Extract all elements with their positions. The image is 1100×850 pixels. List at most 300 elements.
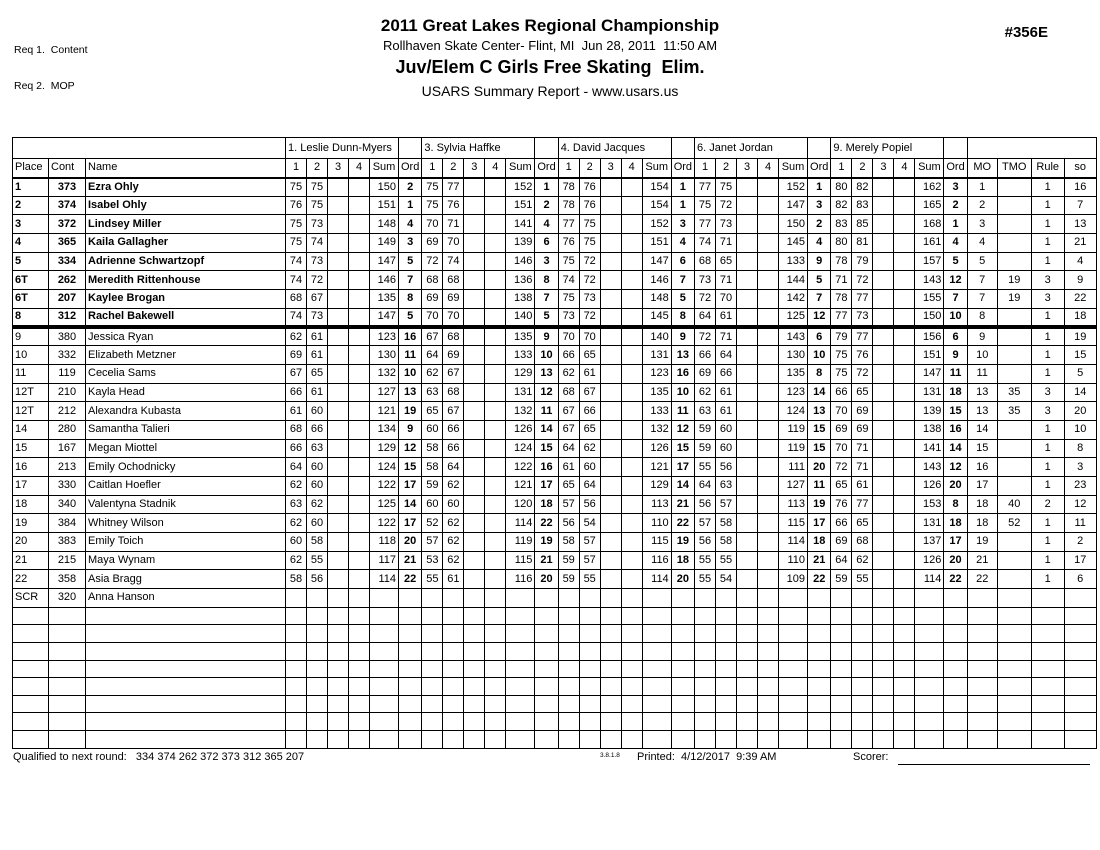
cell-score — [600, 551, 621, 570]
cell-ord: 2 — [808, 215, 831, 234]
cell-sum: 152 — [779, 178, 808, 197]
cell-score — [600, 178, 621, 197]
cell-name: Adrienne Schwartzopf — [86, 252, 286, 271]
cell-ord: 16 — [535, 458, 558, 477]
cell-ord: 9 — [808, 252, 831, 271]
cell-empty — [535, 713, 558, 731]
cell-sum: 133 — [506, 346, 535, 365]
cell-score — [600, 290, 621, 309]
cell-empty — [13, 678, 49, 696]
cell-empty — [873, 643, 894, 661]
cell-empty — [558, 695, 579, 713]
cell-empty — [967, 625, 997, 643]
cell-score: 60 — [286, 533, 307, 552]
column-header: 3 — [873, 159, 894, 178]
cell-empty — [779, 625, 808, 643]
cell-sum: 133 — [642, 402, 671, 421]
cell-sum: 118 — [370, 533, 399, 552]
cell-score — [758, 458, 779, 477]
cell-score — [621, 252, 642, 271]
cell-score — [894, 308, 915, 327]
empty-row — [13, 660, 1097, 678]
cell-empty — [464, 695, 485, 713]
cell-so: 15 — [1064, 346, 1096, 365]
cell-empty — [600, 607, 621, 625]
cell-empty — [671, 625, 694, 643]
cell-score: 61 — [443, 570, 464, 589]
cell-ord: 14 — [399, 495, 422, 514]
cell-score — [485, 439, 506, 458]
cell-score — [758, 308, 779, 327]
cell-empty — [808, 713, 831, 731]
cell-sum: 147 — [779, 196, 808, 215]
cell-score: 57 — [558, 495, 579, 514]
cell-score — [464, 346, 485, 365]
cell-score: 60 — [716, 439, 737, 458]
cell-empty — [422, 695, 443, 713]
cell-score — [737, 271, 758, 290]
cell-score — [349, 570, 370, 589]
cell-score: 73 — [695, 271, 716, 290]
cell-score — [758, 346, 779, 365]
cell-score — [328, 271, 349, 290]
cell-ord: 8 — [944, 495, 967, 514]
cell-sum: 140 — [642, 327, 671, 346]
cell-cont: 380 — [49, 327, 86, 346]
cell-score — [600, 589, 621, 608]
cell-empty — [349, 678, 370, 696]
cell-score — [873, 495, 894, 514]
cell-score: 61 — [579, 364, 600, 383]
cell-empty — [967, 695, 997, 713]
cell-ord: 5 — [944, 252, 967, 271]
cell-ord: 8 — [671, 308, 694, 327]
cell-cont: 340 — [49, 495, 86, 514]
cell-score — [464, 533, 485, 552]
table-row — [13, 364, 1097, 383]
cell-sum: 124 — [779, 402, 808, 421]
qualified-values: 334 374 262 372 373 312 365 207 — [135, 751, 305, 763]
cell-score — [894, 551, 915, 570]
cell-so: 2 — [1064, 533, 1096, 552]
cell-score: 78 — [831, 252, 852, 271]
column-header: Ord — [535, 159, 558, 178]
cell-empty — [671, 695, 694, 713]
empty-row — [13, 695, 1097, 713]
cell-score — [873, 458, 894, 477]
column-header: 3 — [737, 159, 758, 178]
cell-empty — [779, 713, 808, 731]
cell-score: 62 — [443, 533, 464, 552]
cell-empty — [873, 695, 894, 713]
cell-ord: 5 — [808, 271, 831, 290]
cell-score: 65 — [716, 252, 737, 271]
cell-place: 3 — [13, 215, 49, 234]
cell-ord: 3 — [808, 196, 831, 215]
cell-score — [558, 589, 579, 608]
cell-cont: 312 — [49, 308, 86, 327]
cell-score — [349, 196, 370, 215]
cell-score — [464, 383, 485, 402]
cell-sum: 154 — [642, 196, 671, 215]
cell-score — [894, 234, 915, 253]
cell-rule: 1 — [1031, 551, 1064, 570]
cell-score — [328, 533, 349, 552]
cell-ord: 20 — [944, 551, 967, 570]
cell-empty — [716, 730, 737, 748]
scorer-label: Scorer: — [853, 751, 889, 763]
cell-ord: 9 — [399, 420, 422, 439]
cell-score: 76 — [579, 178, 600, 197]
table-row — [13, 495, 1097, 514]
cell-score: 60 — [307, 477, 328, 496]
cell-score: 60 — [307, 514, 328, 533]
cell-rule: 1 — [1031, 364, 1064, 383]
cell-place: 12T — [13, 383, 49, 402]
empty-row — [13, 643, 1097, 661]
cell-ord: 12 — [671, 420, 694, 439]
column-header: Name — [86, 159, 286, 178]
cell-name: Emily Toich — [86, 533, 286, 552]
cell-score — [464, 252, 485, 271]
cell-empty — [967, 607, 997, 625]
cell-sum: 121 — [506, 477, 535, 496]
cell-empty — [86, 730, 286, 748]
cell-sum: 139 — [915, 402, 944, 421]
cell-empty — [307, 607, 328, 625]
cell-score — [621, 495, 642, 514]
cell-empty — [443, 678, 464, 696]
cell-so: 4 — [1064, 252, 1096, 271]
cell-score — [485, 495, 506, 514]
cell-score: 72 — [831, 458, 852, 477]
cell-empty — [808, 730, 831, 748]
cell-score: 62 — [286, 327, 307, 346]
cell-ord: 22 — [671, 514, 694, 533]
cell-score — [758, 364, 779, 383]
cell-cont: 207 — [49, 290, 86, 309]
cell-sum: 134 — [370, 420, 399, 439]
cell-empty — [997, 713, 1031, 731]
cell-score: 64 — [443, 458, 464, 477]
cell-score — [328, 308, 349, 327]
cell-empty — [779, 607, 808, 625]
cell-empty — [49, 607, 86, 625]
cell-empty — [915, 660, 944, 678]
cell-score — [485, 402, 506, 421]
cell-score — [894, 570, 915, 589]
cell-ord: 7 — [535, 290, 558, 309]
cell-empty — [695, 643, 716, 661]
cell-score — [873, 589, 894, 608]
cell-empty — [758, 695, 779, 713]
cell-empty — [86, 695, 286, 713]
cell-empty — [464, 625, 485, 643]
cell-ord: 11 — [399, 346, 422, 365]
cell-score — [328, 589, 349, 608]
cell-score — [464, 178, 485, 197]
cell-score — [873, 234, 894, 253]
cell-so: 17 — [1064, 551, 1096, 570]
cell-score: 65 — [422, 402, 443, 421]
cell-score — [873, 570, 894, 589]
cell-tmo — [997, 551, 1031, 570]
cell-score: 56 — [695, 533, 716, 552]
cell-score: 71 — [716, 234, 737, 253]
cell-empty — [967, 660, 997, 678]
table-row — [13, 327, 1097, 346]
cell-score — [600, 215, 621, 234]
cell-score — [621, 271, 642, 290]
cell-so: 3 — [1064, 458, 1096, 477]
cell-sum: 130 — [779, 346, 808, 365]
cell-ord: 6 — [535, 234, 558, 253]
cell-sum: 135 — [370, 290, 399, 309]
spacer-cell — [808, 138, 831, 159]
cell-score — [349, 533, 370, 552]
cell-score: 60 — [579, 458, 600, 477]
cell-score: 77 — [558, 215, 579, 234]
cell-empty — [915, 730, 944, 748]
cell-score: 79 — [831, 327, 852, 346]
cell-score: 61 — [852, 477, 873, 496]
column-header: 4 — [349, 159, 370, 178]
cell-score: 54 — [716, 570, 737, 589]
cell-score — [328, 327, 349, 346]
cell-sum: 131 — [642, 346, 671, 365]
cell-score — [464, 271, 485, 290]
cell-score — [873, 290, 894, 309]
cell-score: 66 — [831, 514, 852, 533]
cell-ord: 21 — [535, 551, 558, 570]
cell-empty — [758, 625, 779, 643]
cell-sum: 122 — [370, 477, 399, 496]
cell-score — [349, 514, 370, 533]
cell-score: 64 — [422, 346, 443, 365]
cell-score: 62 — [443, 514, 464, 533]
cell-place: 22 — [13, 570, 49, 589]
cell-empty — [621, 713, 642, 731]
cell-rule: 3 — [1031, 402, 1064, 421]
cell-ord: 12 — [399, 439, 422, 458]
cell-score: 69 — [286, 346, 307, 365]
cell-ord: 1 — [535, 178, 558, 197]
cell-score — [873, 271, 894, 290]
cell-empty — [286, 643, 307, 661]
cell-score — [579, 589, 600, 608]
cell-score — [600, 364, 621, 383]
cell-ord: 7 — [399, 271, 422, 290]
cell-score: 68 — [558, 383, 579, 402]
cell-score — [485, 589, 506, 608]
cell-empty — [443, 625, 464, 643]
cell-score — [758, 234, 779, 253]
cell-empty — [307, 678, 328, 696]
column-header: 3 — [600, 159, 621, 178]
cell-empty — [873, 678, 894, 696]
cell-score: 69 — [443, 290, 464, 309]
cell-score — [621, 364, 642, 383]
cell-tmo — [997, 308, 1031, 327]
cell-so: 12 — [1064, 495, 1096, 514]
cell-score: 61 — [286, 402, 307, 421]
cell-score — [485, 271, 506, 290]
cell-ord: 2 — [399, 178, 422, 197]
column-header: 1 — [695, 159, 716, 178]
cell-empty — [642, 695, 671, 713]
cell-mo: 19 — [967, 533, 997, 552]
cell-score — [328, 477, 349, 496]
cell-mo: 21 — [967, 551, 997, 570]
table-row — [13, 234, 1097, 253]
cell-score — [716, 589, 737, 608]
cell-score: 55 — [579, 570, 600, 589]
cell-score — [349, 420, 370, 439]
cell-ord: 14 — [671, 477, 694, 496]
cell-sum — [506, 589, 535, 608]
cell-empty — [579, 660, 600, 678]
cell-score — [349, 308, 370, 327]
cell-score — [894, 495, 915, 514]
cell-score — [600, 439, 621, 458]
cell-score: 64 — [695, 477, 716, 496]
cell-name: Elizabeth Metzner — [86, 346, 286, 365]
cell-empty — [49, 713, 86, 731]
cell-empty — [695, 713, 716, 731]
cell-ord — [671, 589, 694, 608]
table-row — [13, 252, 1097, 271]
cell-score — [894, 327, 915, 346]
cell-sum: 147 — [915, 364, 944, 383]
qualified-label: Qualified to next round: — [13, 751, 127, 763]
cell-ord — [808, 589, 831, 608]
cell-score: 60 — [307, 458, 328, 477]
cell-empty — [422, 713, 443, 731]
cell-empty — [894, 643, 915, 661]
cell-sum: 124 — [506, 439, 535, 458]
cell-score — [349, 290, 370, 309]
cell-sum: 115 — [506, 551, 535, 570]
cell-ord: 18 — [535, 495, 558, 514]
cell-empty — [758, 678, 779, 696]
cell-place: 2 — [13, 196, 49, 215]
cell-empty — [49, 660, 86, 678]
cell-score — [737, 533, 758, 552]
cell-score — [621, 178, 642, 197]
cell-empty — [695, 695, 716, 713]
cell-score — [600, 271, 621, 290]
cell-sum: 137 — [915, 533, 944, 552]
cell-score — [600, 234, 621, 253]
cell-score — [873, 551, 894, 570]
spacer-cell — [399, 138, 422, 159]
cell-sum: 149 — [370, 234, 399, 253]
table-row — [13, 215, 1097, 234]
cell-score — [464, 458, 485, 477]
cell-empty — [49, 695, 86, 713]
cell-score — [894, 458, 915, 477]
cell-ord: 21 — [399, 551, 422, 570]
cell-sum: 130 — [370, 346, 399, 365]
cell-sum: 126 — [642, 439, 671, 458]
cell-ord: 3 — [944, 178, 967, 197]
cell-mo: 17 — [967, 477, 997, 496]
cell-ord: 8 — [399, 290, 422, 309]
table-row — [13, 551, 1097, 570]
cell-empty — [443, 660, 464, 678]
cell-sum — [915, 589, 944, 608]
cell-empty — [852, 713, 873, 731]
cell-rule: 1 — [1031, 308, 1064, 327]
cell-sum: 115 — [779, 514, 808, 533]
cell-score — [464, 570, 485, 589]
cell-empty — [852, 695, 873, 713]
cell-empty — [1031, 713, 1064, 731]
cell-score — [485, 346, 506, 365]
cell-sum: 111 — [779, 458, 808, 477]
cell-empty — [873, 730, 894, 748]
cell-empty — [535, 625, 558, 643]
cell-score — [873, 308, 894, 327]
cell-empty — [852, 643, 873, 661]
cell-score: 72 — [307, 271, 328, 290]
cell-score — [600, 327, 621, 346]
cell-sum: 143 — [915, 458, 944, 477]
cell-score — [737, 495, 758, 514]
cell-score — [621, 570, 642, 589]
cell-place: 15 — [13, 439, 49, 458]
cell-score: 65 — [852, 514, 873, 533]
cell-cont: 167 — [49, 439, 86, 458]
cell-sum: 141 — [506, 215, 535, 234]
cell-score — [600, 495, 621, 514]
cell-score: 66 — [558, 346, 579, 365]
cell-score — [894, 402, 915, 421]
cell-name: Isabel Ohly — [86, 196, 286, 215]
cell-cont: 332 — [49, 346, 86, 365]
cell-name: Megan Miottel — [86, 439, 286, 458]
cell-cont: 213 — [49, 458, 86, 477]
cell-ord: 12 — [944, 458, 967, 477]
cell-sum: 150 — [370, 178, 399, 197]
cell-ord: 15 — [671, 439, 694, 458]
cell-score: 66 — [286, 439, 307, 458]
cell-empty — [852, 607, 873, 625]
cell-score: 59 — [831, 570, 852, 589]
cell-empty — [1064, 660, 1096, 678]
cell-score: 61 — [558, 458, 579, 477]
cell-score: 62 — [307, 495, 328, 514]
cell-empty — [831, 660, 852, 678]
cell-score — [485, 196, 506, 215]
cell-empty — [286, 695, 307, 713]
cell-empty — [915, 643, 944, 661]
cell-empty — [894, 678, 915, 696]
cell-empty — [808, 643, 831, 661]
cell-mo: 10 — [967, 346, 997, 365]
cell-empty — [944, 678, 967, 696]
cell-score — [328, 178, 349, 197]
cell-score: 55 — [695, 551, 716, 570]
column-header: 4 — [485, 159, 506, 178]
cell-score: 72 — [852, 271, 873, 290]
cell-ord: 15 — [535, 439, 558, 458]
cell-ord: 10 — [399, 364, 422, 383]
cell-score: 61 — [716, 308, 737, 327]
cell-tmo — [997, 327, 1031, 346]
cell-empty — [370, 695, 399, 713]
cell-score: 75 — [286, 215, 307, 234]
